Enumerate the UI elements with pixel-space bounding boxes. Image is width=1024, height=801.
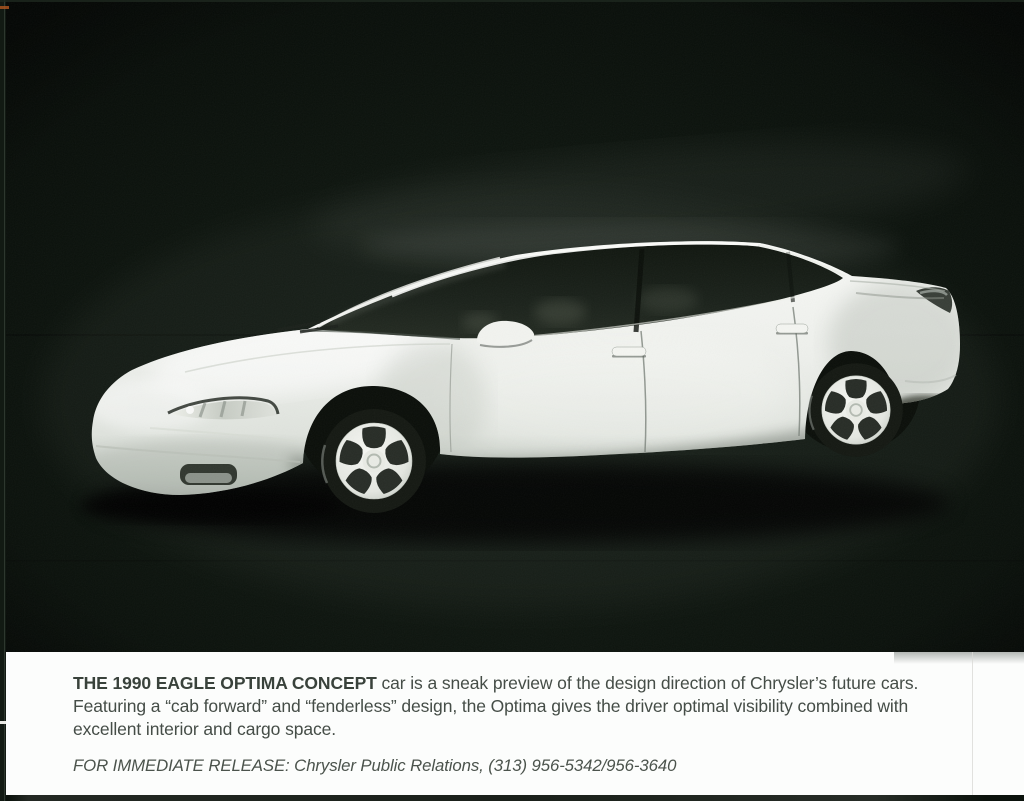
release-line: FOR IMMEDIATE RELEASE: Chrysler Public Relations, (313) 956-5342/956-3640 <box>73 756 677 775</box>
caption-line-1-rest: car is a sneak preview of the design direction of Chrysler’s future cars. <box>376 673 919 693</box>
film-grain <box>6 0 1024 652</box>
caption-bold-lead: THE 1990 EAGLE OPTIMA CONCEPT <box>73 673 377 693</box>
concept-car-photo <box>6 0 1024 652</box>
scan-vertical-line <box>972 652 973 795</box>
left-film-edge <box>0 0 6 801</box>
caption-text <box>6 652 1024 777</box>
caption-line-3: excellent interior and cargo space. <box>73 719 337 739</box>
left-edge-tick <box>0 721 6 724</box>
orange-scan-tick <box>0 6 9 9</box>
concept-car-illustration <box>6 0 1024 652</box>
caption-line-2: Featuring a “cab forward” and “fenderless” design, the Optima gives the driver optimal visibility combined with <box>73 696 909 716</box>
top-edge-line <box>0 0 1024 2</box>
caption-line-1 <box>73 672 1024 695</box>
bottom-scan-strip <box>8 795 1016 801</box>
left-film-edge-line <box>4 0 5 801</box>
caption-band <box>6 652 1024 795</box>
